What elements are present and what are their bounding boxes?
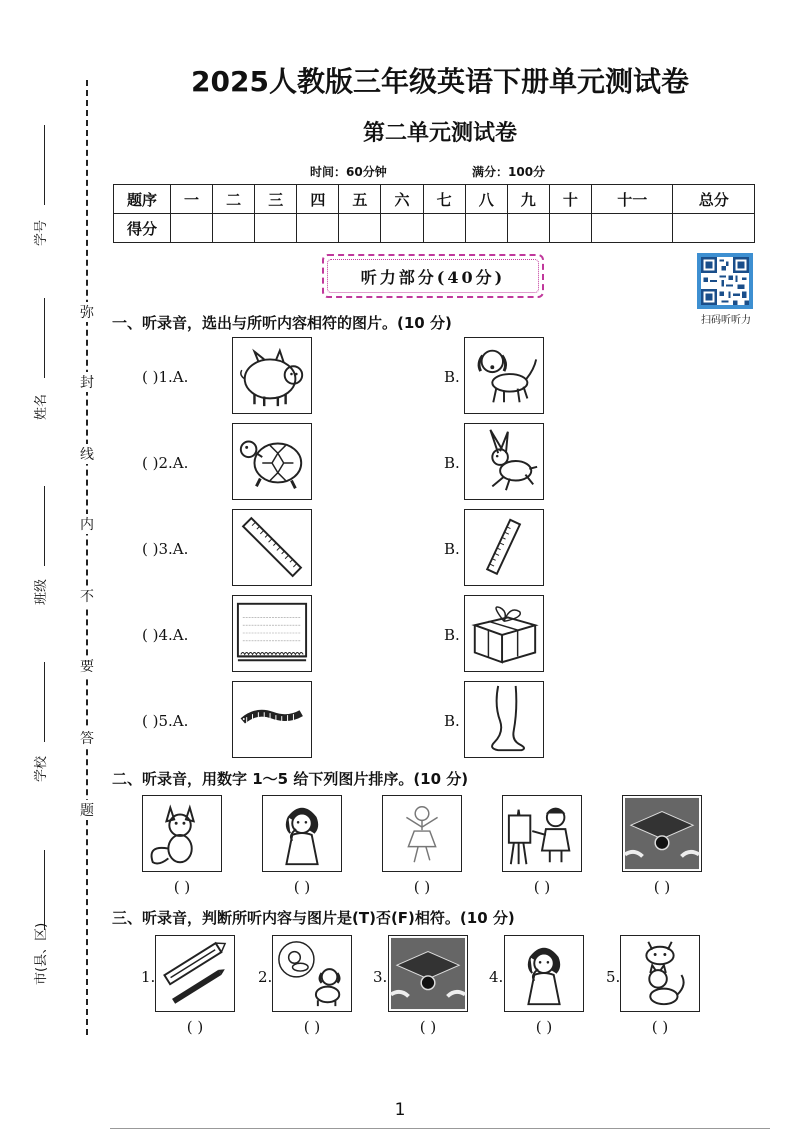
score-input-cell[interactable]	[591, 214, 673, 243]
option-b-label: B.	[444, 454, 460, 472]
question-2-label: ( )2.A.	[142, 454, 189, 472]
page-title: 2025人教版三年级英语下册单元测试卷	[191, 65, 689, 98]
birthday-card-icon[interactable]	[388, 935, 468, 1012]
blackboard-icon[interactable]	[232, 595, 312, 672]
score-cell: 十	[549, 185, 591, 214]
long-ruler-icon[interactable]	[232, 509, 312, 586]
order-answer-blank[interactable]: ( )	[173, 878, 191, 896]
item-number: 4.	[489, 968, 504, 986]
pig-icon[interactable]	[232, 337, 312, 414]
dogs-icon[interactable]	[272, 935, 352, 1012]
score-table-header-row	[114, 185, 755, 214]
option-b-label: B.	[444, 626, 460, 644]
question-4-label: ( )4.A.	[142, 626, 189, 644]
score-cell: 六	[381, 185, 423, 214]
option-b-label: B.	[444, 368, 460, 386]
seal-char: 答	[78, 728, 96, 748]
school-label: 学校	[34, 755, 49, 782]
listening-banner: 听力部分(40分)	[322, 254, 544, 298]
option-b-label: B.	[444, 712, 460, 730]
score-cell: 二	[213, 185, 255, 214]
class-label: 班级	[34, 578, 49, 605]
qr-code-icon[interactable]	[697, 253, 753, 309]
birthday-card-icon[interactable]	[622, 795, 702, 872]
seal-char: 不	[78, 586, 96, 606]
girl-eating-icon[interactable]	[504, 935, 584, 1012]
score-cell: 总分	[673, 185, 755, 214]
score-input-cell[interactable]	[673, 214, 755, 243]
score-cell: 八	[465, 185, 507, 214]
district-label: 市(县、区)	[34, 922, 49, 985]
part1-title: 一、听录音，选出与所听内容相符的图片。(10 分)	[112, 314, 452, 332]
score-input-cell[interactable]	[549, 214, 591, 243]
tf-answer-blank[interactable]: ( )	[651, 1018, 669, 1036]
seal-char: 线	[78, 444, 96, 464]
question-1-label: ( )1.A.	[142, 368, 189, 386]
tf-answer-blank[interactable]: ( )	[186, 1018, 204, 1036]
item-number: 2.	[258, 968, 273, 986]
score-cell: 五	[339, 185, 381, 214]
tf-answer-blank[interactable]: ( )	[535, 1018, 553, 1036]
order-answer-blank[interactable]: ( )	[293, 878, 311, 896]
score-input-cell[interactable]	[255, 214, 297, 243]
score-cell: 九	[507, 185, 549, 214]
score-cell: 十一	[591, 185, 673, 214]
girl-eating-icon[interactable]	[262, 795, 342, 872]
girl-painting-icon[interactable]	[502, 795, 582, 872]
item-number: 3.	[373, 968, 388, 986]
part2-title: 二、听录音，用数字 1～5 给下列图片排序。(10 分)	[112, 770, 469, 788]
order-answer-blank[interactable]: ( )	[533, 878, 551, 896]
part3-title: 三、听录音，判断所听内容与图片是(T)否(F)相符。(10 分)	[112, 909, 515, 927]
order-answer-blank[interactable]: ( )	[653, 878, 671, 896]
pencils-icon[interactable]	[155, 935, 235, 1012]
turtle-icon[interactable]	[232, 423, 312, 500]
score-input-cell[interactable]	[171, 214, 213, 243]
option-b-label: B.	[444, 540, 460, 558]
seal-dashed-line	[86, 80, 88, 1035]
score-table	[113, 184, 755, 243]
order-answer-blank[interactable]: ( )	[413, 878, 431, 896]
score-cell: 一	[171, 185, 213, 214]
cats-icon[interactable]	[620, 935, 700, 1012]
item-number: 5.	[606, 968, 621, 986]
seal-char: 内	[78, 514, 96, 534]
dancing-girl-icon[interactable]	[382, 795, 462, 872]
score-input-cell[interactable]	[213, 214, 255, 243]
name-line	[44, 298, 45, 378]
name-label: 姓名	[34, 393, 49, 420]
seal-char: 题	[78, 800, 96, 820]
item-number: 1.	[141, 968, 156, 986]
student-id-label: 学号	[34, 219, 49, 246]
qr-caption: 扫码听听力	[701, 315, 751, 326]
student-id-line	[44, 125, 45, 205]
score-cell: 七	[423, 185, 465, 214]
tf-answer-blank[interactable]: ( )	[303, 1018, 321, 1036]
seal-char: 封	[78, 372, 96, 392]
rabbit-icon[interactable]	[464, 423, 544, 500]
question-3-label: ( )3.A.	[142, 540, 189, 558]
seal-char: 要	[78, 656, 96, 676]
fox-icon[interactable]	[142, 795, 222, 872]
district-line	[44, 850, 45, 930]
bottom-rule	[110, 1128, 770, 1129]
score-input-cell[interactable]	[297, 214, 339, 243]
page-subtitle: 第二单元测试卷	[362, 121, 517, 146]
gift-box-icon[interactable]	[464, 595, 544, 672]
binding-margin	[0, 0, 100, 1130]
leg-icon[interactable]	[464, 681, 544, 758]
score-input-cell[interactable]	[507, 214, 549, 243]
seal-char: 弥	[78, 302, 96, 322]
short-ruler-icon[interactable]	[464, 509, 544, 586]
score-cell: 四	[297, 185, 339, 214]
school-line	[44, 662, 45, 742]
full-score: 满分：100分	[472, 165, 546, 179]
dog-icon[interactable]	[464, 337, 544, 414]
score-input-cell[interactable]	[423, 214, 465, 243]
exam-time: 时间：60分钟	[310, 165, 387, 179]
score-input-cell[interactable]	[465, 214, 507, 243]
question-5-label: ( )5.A.	[142, 712, 189, 730]
class-line	[44, 486, 45, 566]
score-input-cell[interactable]	[381, 214, 423, 243]
score-input-cell[interactable]	[339, 214, 381, 243]
worm-icon[interactable]	[232, 681, 312, 758]
page-number: 1	[394, 1100, 406, 1120]
score-table-score-row	[114, 214, 755, 243]
score-cell: 三	[255, 185, 297, 214]
score-cell: 题序	[114, 185, 171, 214]
score-row-label: 得分	[114, 214, 171, 243]
tf-answer-blank[interactable]: ( )	[419, 1018, 437, 1036]
